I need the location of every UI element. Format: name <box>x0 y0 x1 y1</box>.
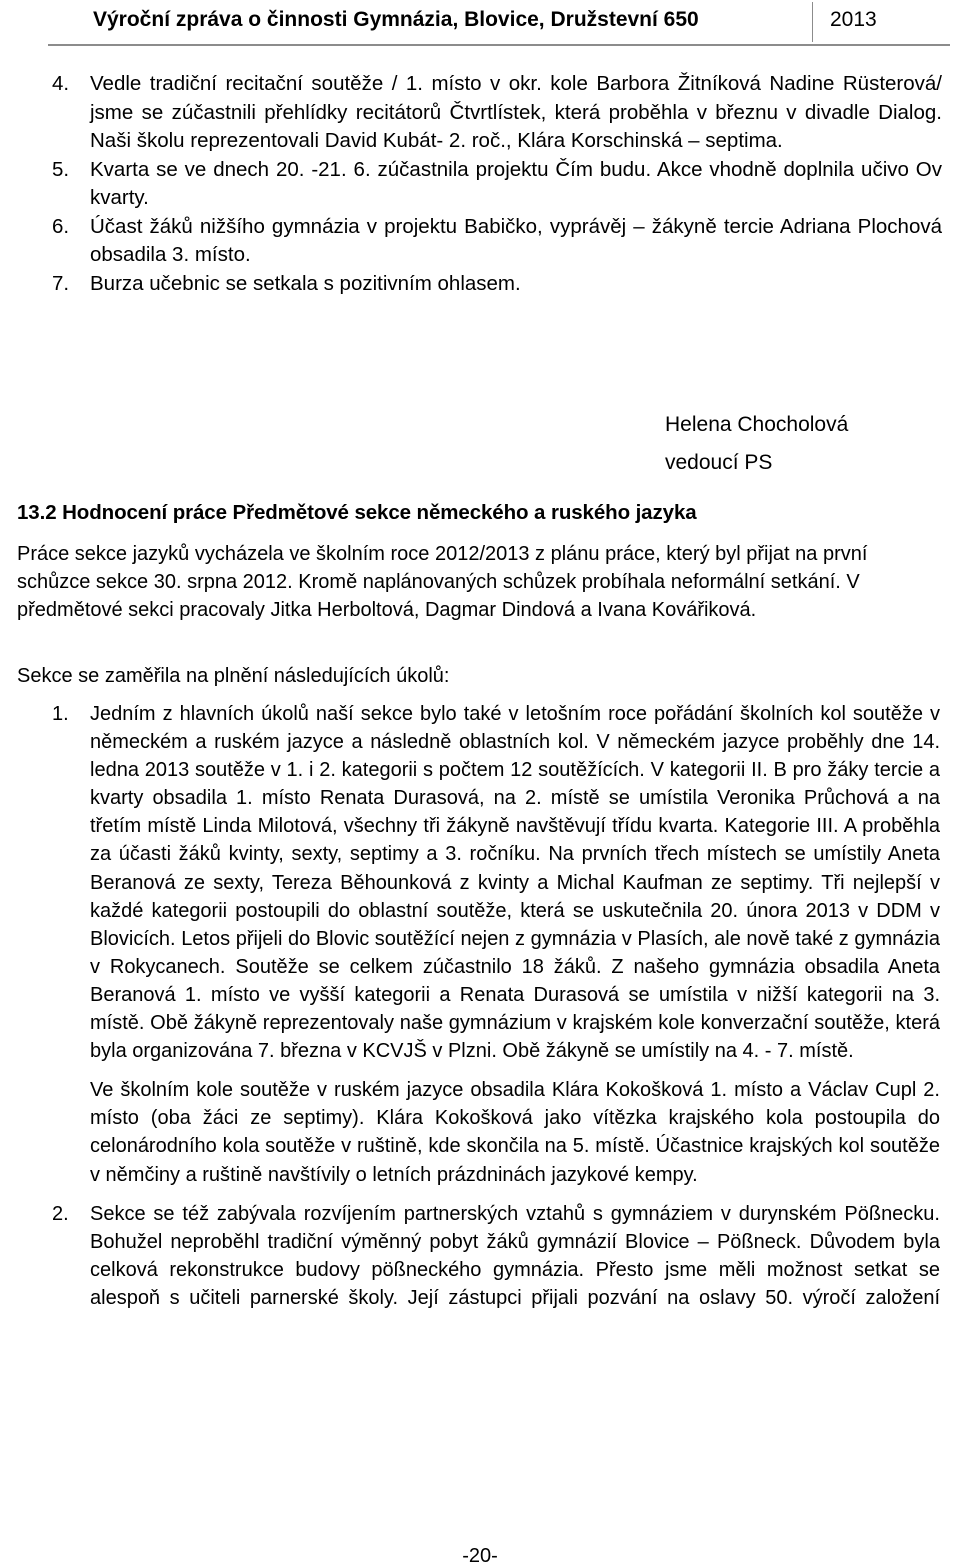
list-text: Sekce se též zabývala rozvíjením partnerských vztahů s gymnáziem v durynském Pößnecku. Bohužel neproběhl tradiční výměnný pobyt žáků gymnázií Blovice – Pößneck. Důvodem byla celková rekonstrukce budovy pößneckého gymnázia. Přesto jsme měli možnost setkat se alespoň s učiteli parnerské školy. Její zástupci přijali pozvání na oslavy 50. výročí založení <box>90 1202 940 1309</box>
list-item <box>52 70 942 156</box>
list-number: 5. <box>52 157 70 181</box>
signature-role: vedoucí PS <box>665 451 773 474</box>
header-divider <box>812 2 813 42</box>
list-text: Jedním z hlavních úkolů naší sekce bylo také v letošním roce pořádání školních kol soutěže v německém a ruském jazyce a následně oblastních kol. V německém jazyce proběhly dne 14. ledna 2013 soutěže v 1. i 2. kategorii s počtem 12 soutěžících. V kategorii II. B pro žáky tercie a kvarty obsadila 1. místo Renata Durasová, na 2. místě se umístila Veronika Průchová a na třetím místě Linda Milotová, všechny tři žákyně navštěvují třídu kvarta. Kategorie III. A proběhla za účasti žáků kvinty, sexty, septimy a 3. ročníku. Na prvních třech místech se umístily Aneta Beranová ze sexty, Tereza Běhounková z kvinty a Michal Kaufman ze septimy. Tři nejlepší v každé kategorii postoupili do oblastní soutěže, která se uskutečnila 20. února 2013 v DDM v Blovicích. Letos přijeli do Blovic soutěžící nejen z gymnázia v Plasích, ale nově také z gymnázia v Rokycanech. Soutěže se celkem zúčastnilo 18 žáků. Z našeho gymnázia obsadila Aneta Beranová 1. místo ve vyšší kategorii a Renata Durasová se umístila v nižší kategorii na 3. místě. Obě žákyně reprezentovaly naše gymnázium v krajském kole konverzační soutěže, která byla organizována 7. března v KCVJŠ v Plzni. Obě žákyně se umístily na 4. - 7. místě. <box>90 703 940 1063</box>
list-item <box>52 1200 940 1312</box>
list-number: 6. <box>52 214 70 238</box>
tasks-intro: Sekce se zaměřila na plnění následujících úkolů: <box>17 665 450 687</box>
list-subparagraph: Ve školním kole soutěže v ruském jazyce obsadila Klára Kokošková 1. místo a Václav Cupl 2. místo (oba žáci ze septimy). Klára Kokošková jako vítězka krajského kola postoupila do celonárodního kola soutěže v ruštině, kde skončila na 5. místě. Účastnice krajských kol soutěže v němčiny a ruštině navštívily o letních prázdninách jazykové kempy. <box>90 1079 940 1186</box>
report-year: 2013 <box>830 8 877 31</box>
tasks-list <box>52 700 940 1312</box>
page-number: -20- <box>462 1545 498 1567</box>
list-item <box>52 213 942 270</box>
header-rule <box>48 44 950 46</box>
list-number: 7. <box>52 271 70 295</box>
activities-list <box>52 70 942 298</box>
report-title: Výroční zpráva o činnosti Gymnázia, Blovice, Družstevní 650 <box>93 8 699 31</box>
list-text: Burza učebnic se setkala s pozitivním ohlasem. <box>90 271 521 295</box>
list-number: 4. <box>52 72 70 95</box>
section-heading: 13.2 Hodnocení práce Předmětové sekce německého a ruského jazyka <box>17 501 697 524</box>
signature-block <box>665 406 848 482</box>
list-text: Účast žáků nižšího gymnázia v projektu Babičko, vyprávěj – žákyně tercie Adriana Plochová obsadila 3. místo. <box>90 214 942 266</box>
list-item <box>52 700 940 1189</box>
section-intro: Práce sekce jazyků vycházela ve školním roce 2012/2013 z plánu práce, který byl přijat na první schůzce sekce 30. srpna 2012. Kromě naplánovaných schůzek probíhala neformální setkání. V předmětové sekci pracovaly Jitka Herboltová, Dagmar Dindová a Ivana Kovářiková. <box>17 543 868 621</box>
list-number: 1. <box>52 703 69 725</box>
list-item <box>52 270 942 299</box>
list-item <box>52 156 942 213</box>
page-header <box>0 0 960 44</box>
list-text: Vedle tradiční recitační soutěže / 1. místo v okr. kole Barbora Žitníková Nadine Rüsterová/ jsme se zúčastnili přehlídky recitátorů Čtvrtlístek, která proběhla v březnu v divadle Dialog. Naši školu reprezentovali David Kubát- 2. roč., Klára Korschinská – septima. <box>90 72 942 152</box>
list-text: Kvarta se ve dnech 20. -21. 6. zúčastnila projektu Čím budu. Akce vhodně doplnila učivo Ov kvarty. <box>90 157 942 209</box>
list-number: 2. <box>52 1202 69 1225</box>
signature-name: Helena Chocholová <box>665 413 849 436</box>
